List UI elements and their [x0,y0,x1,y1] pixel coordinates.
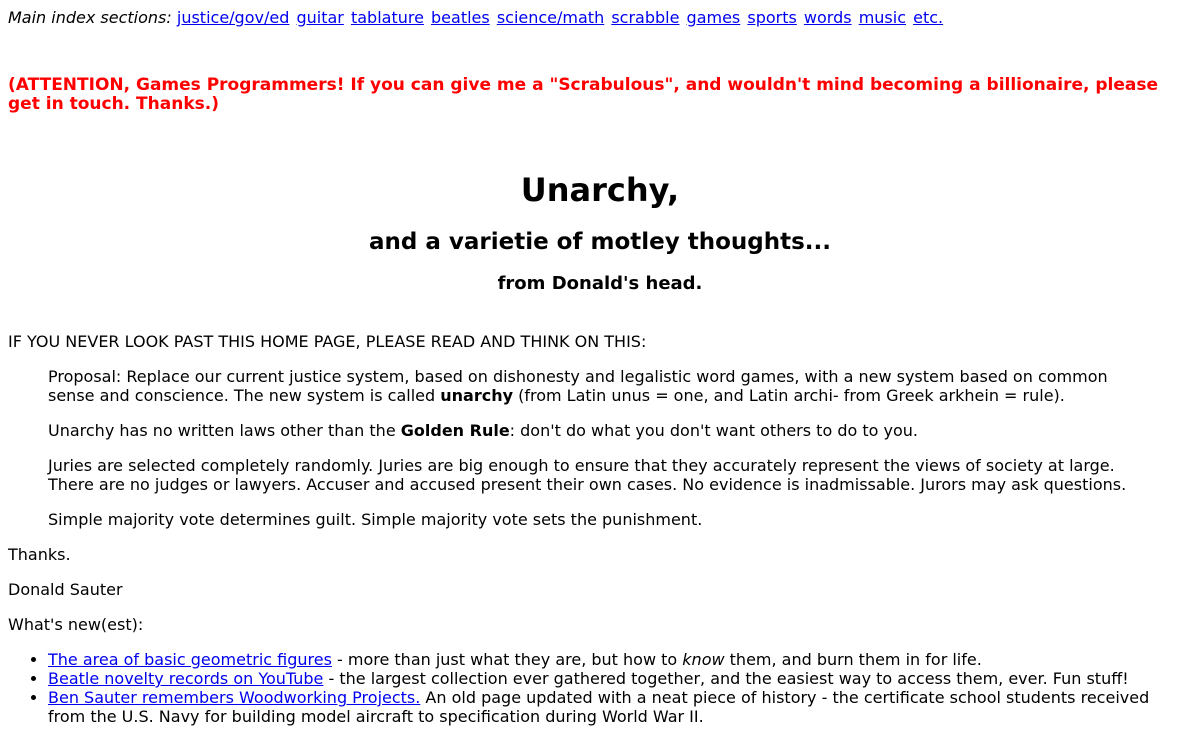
whatsnew-link-beatle-records[interactable]: Beatle novelty records on YouTube [48,669,324,688]
signature: Donald Sauter [8,580,123,599]
golden-bold: Golden Rule [400,421,510,440]
nav-link-tablature[interactable]: tablature [350,8,424,27]
proposal-text-2: (from Latin unus = one, and Latin archi- from Greek arkhein = rule). [513,386,1065,405]
main-index-nav [8,8,1192,27]
golden-rule-paragraph [48,421,1148,440]
golden-text-2: : don't do what you don't want others to do to you. [509,421,918,440]
nav-link-science-math[interactable]: science/math [496,8,605,27]
page [0,8,1200,726]
attention-notice: (ATTENTION, Games Programmers! If you can give me a "Scrabulous", and wouldn't mind becoming a billionaire, please get in touch. Thanks.) [8,75,1159,114]
whatsnew-text: An old page updated with a neat piece of history - the certificate school students received from the U.S. Navy for building model aircraft to specification during World War II. [48,688,1150,726]
whatsnew-text: - the largest collection ever gathered together, and the easiest way to access them, ever. Fun stuff! [323,669,1129,688]
whatsnew-label: What's new(est): [8,615,144,634]
list-item [48,669,1178,688]
nav-link-sports[interactable]: sports [747,8,797,27]
whatsnew-link-woodworking[interactable]: Ben Sauter remembers Woodworking Projects. [48,688,421,707]
nav-link-guitar[interactable]: guitar [296,8,344,27]
intro-text: IF YOU NEVER LOOK PAST THIS HOME PAGE, PLEASE READ AND THINK ON THIS: [8,332,647,351]
list-item [48,650,1178,669]
page-title: Unarchy, [520,171,680,209]
whatsnew-text: - more than just what they are, but how to [331,650,683,669]
proposal-paragraph [48,367,1148,405]
nav-link-games[interactable]: games [686,8,741,27]
list-item [48,688,1178,726]
whatsnew-list [8,650,1178,726]
nav-link-etc[interactable]: etc. [913,8,944,27]
page-subtitle: and a varietie of motley thoughts... [368,229,832,255]
juries-paragraph: Juries are selected completely randomly. Juries are big enough to ensure that they accurately represent the views of society at large. There are no judges or lawyers. Accuser and accused present their own cases. No evidence is inadmissable. Jurors may ask questions. [48,456,1127,494]
nav-link-beatles[interactable]: beatles [431,8,490,27]
golden-text-1: Unarchy has no written laws other than the [48,421,401,440]
page-byline: from Donald's head. [497,273,703,294]
proposal-block [48,367,1148,529]
nav-link-music[interactable]: music [858,8,906,27]
proposal-text-1: Proposal: Replace our current justice system, based on dishonesty and legalistic word games, with a new system based on common sense and conscience. The new system is called [48,367,1108,405]
nav-link-justice[interactable]: justice/gov/ed [176,8,290,27]
nav-prefix: Main index sections: [8,8,172,27]
thanks-text: Thanks. [8,545,71,564]
majority-paragraph: Simple majority vote determines guilt. Simple majority vote sets the punishment. [48,510,703,529]
nav-link-words[interactable]: words [803,8,852,27]
whatsnew-link-geometric[interactable]: The area of basic geometric figures [48,650,332,669]
whatsnew-text: them, and burn them in for life. [724,650,982,669]
proposal-bold: unarchy [440,386,514,405]
nav-link-scrabble[interactable]: scrabble [611,8,680,27]
whatsnew-italic: know [682,650,725,669]
